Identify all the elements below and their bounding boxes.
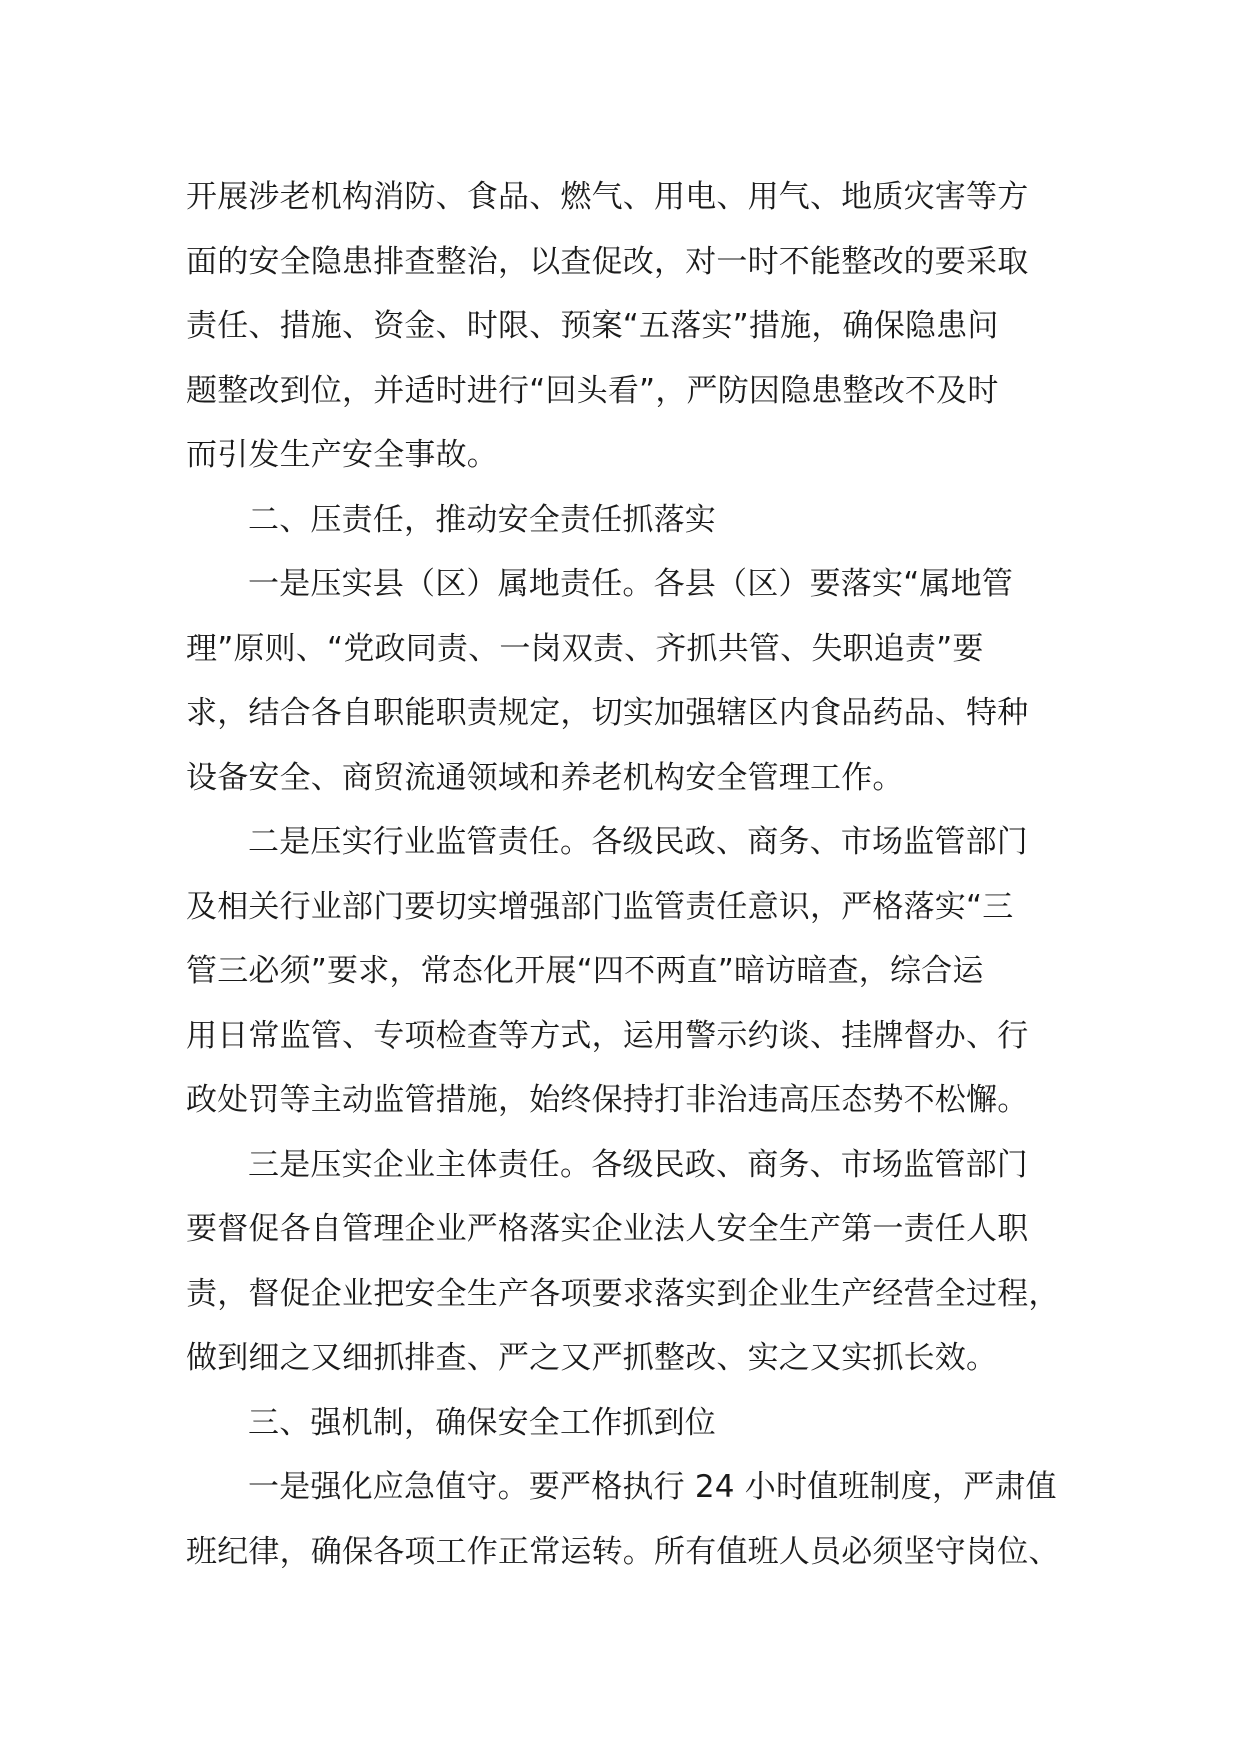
text-line: 做到细之又细抓排查、严之又严抓整改、实之又实抓长效。 xyxy=(186,1340,998,1376)
text-line: 三、强机制，确保安全工作抓到位 xyxy=(248,1404,716,1441)
text-line: 二、压责任，推动安全责任抓落实 xyxy=(248,501,716,538)
text-line: 责，督促企业把安全生产各项要求落实到企业生产经营全过程， xyxy=(186,1275,1060,1312)
body-paragraph xyxy=(186,1455,1086,1584)
text-line: 管三必须”要求，常态化开展“四不两直”暗访暗查，综合运 xyxy=(186,953,984,989)
text-line: 设备安全、商贸流通领域和养老机构安全管理工作。 xyxy=(186,759,904,796)
text-line: 开展涉老机构消防、食品、燃气、用电、用气、地质灾害等方 xyxy=(186,179,1029,215)
text-line: 及相关行业部门要切实增强部门监管责任意识，严格落实“三 xyxy=(186,888,1014,925)
text-line: 责任、措施、资金、时限、预案“五落实”措施，确保隐患问 xyxy=(186,308,999,344)
text-line: 用日常监管、专项检查等方式，运用警示约谈、挂牌督办、行 xyxy=(186,1017,1029,1054)
text-line: 理”原则、“党政同责、一岗双责、齐抓共管、失职追责”要 xyxy=(186,630,984,667)
body-paragraph xyxy=(186,165,1086,488)
text-line: 班纪律，确保各项工作正常运转。所有值班人员必须坚守岗位、 xyxy=(186,1533,1060,1570)
section-heading xyxy=(186,488,1086,553)
body-paragraph xyxy=(186,810,1086,1133)
text-line: 一是强化应急值守。要严格执行 24 小时值班制度，严肃值 xyxy=(248,1469,1057,1505)
text-line: 题整改到位，并适时进行“回头看”，严防因隐患整改不及时 xyxy=(186,372,999,409)
text-line: 面的安全隐患排查整治，以查促改，对一时不能整改的要采取 xyxy=(186,243,1029,280)
text-line: 三是压实企业主体责任。各级民政、商务、市场监管部门 xyxy=(248,1146,1028,1183)
text-line: 二是压实行业监管责任。各级民政、商务、市场监管部门 xyxy=(248,824,1028,860)
text-line: 一是压实县（区）属地责任。各县（区）要落实“属地管 xyxy=(248,566,1014,602)
section-heading xyxy=(186,1391,1086,1456)
text-line: 政处罚等主动监管措施，始终保持打非治违高压态势不松懈。 xyxy=(186,1082,1029,1118)
body-paragraph xyxy=(186,552,1086,810)
document-body xyxy=(186,165,1086,1584)
text-line: 而引发生产安全事故。 xyxy=(186,437,498,473)
text-line: 要督促各自管理企业严格落实企业法人安全生产第一责任人职 xyxy=(186,1211,1029,1247)
body-paragraph xyxy=(186,1133,1086,1391)
text-line: 求，结合各自职能职责规定，切实加强辖区内食品药品、特种 xyxy=(186,695,1029,731)
